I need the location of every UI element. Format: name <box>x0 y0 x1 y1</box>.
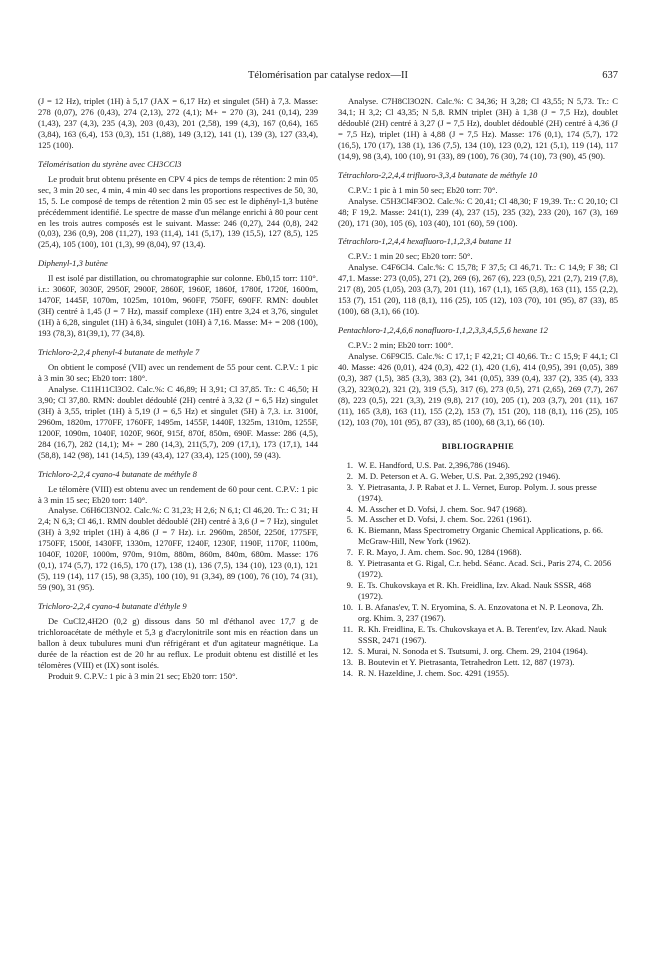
reference-item <box>338 547 618 558</box>
reference-text: M. Asscher et D. Vofsi, J. chem. Soc. 2261 (1961). <box>358 514 532 525</box>
section-heading: Diphenyl-1,3 butène <box>38 258 108 269</box>
paragraph: C.P.V.: 1 pic à 1 min 50 sec; Eb20 torr: 70°. <box>348 184 498 195</box>
reference-item <box>338 558 618 580</box>
reference-text: M. Asscher et D. Vofsi, J. chem. Soc. 947 (1968). <box>358 503 528 514</box>
paragraph: Analyse. C6H6Cl3NO2. Calc.%: C 31,23; H 2,6; N 6,1; Cl 46,20. Tr.: C 31; H 2,4; N 6,3; Cl 46,1. RMN doublet dédoublé (2H) centré à 3,6 (J = 7 Hz), singulet (3H) à 3,92 triplet (1H) à 4,86 (J = 7 Hz). i.r. 2960m, 2850f, 2250f, 1775FF, 1750FF, 1500f, 1430FF, 1330m, 1270FF, 1240F, 1230F, 1190F, 1170F, 1100m, 1040F, 1020F, 1000m, 970m, 910m, 880m, 860m, 840m, 680m. Masse: 176 (0,1), 174 (5,7), 172 (16,5), 170 (17), 138 (1), 136 (7,5), 134 (10), 123 (0,1), 121 (5), 119 (14), 117 (15), 98 (3,35), 100 (10), 91 (3,34), 89 (100), 76 (10), 74 (31), 59 (90), 31 (95). <box>38 505 318 593</box>
reference-text: E. Ts. Chukovskaya et R. Kh. Freidlina, Izv. Akad. Nauk SSSR, 468 (1972). <box>358 580 592 602</box>
reference-item <box>338 460 618 471</box>
reference-number: 7. <box>346 547 353 558</box>
reference-text: B. Boutevin et Y. Pietrasanta, Tetrahedron Lett. 12, 887 (1973). <box>358 656 575 667</box>
paragraph: On obtient le composé (VII) avec un rendement de 55 pour cent. C.P.V.: 1 pic à 3 min 30 sec; Eb20 torr: 180°. <box>38 362 318 383</box>
section-heading: Trichloro-2,2,4 cyano-4 butanate d'éthyle 9 <box>38 601 187 612</box>
reference-text: I. B. Afanas'ev, T. N. Eryomina, S. A. Enzovatona et N. P. Leonova, Zh. org. Khim. 3, 237 (1967). <box>358 602 604 624</box>
reference-item <box>338 624 618 646</box>
reference-number: 4. <box>346 503 353 514</box>
reference-text: Y. Pietrasanta et G. Rigal, C.r. hebd. Séanc. Acad. Sci., Paris 274, C. 2056 (1972). <box>358 558 612 580</box>
reference-number: 13. <box>342 656 353 667</box>
reference-item <box>338 602 618 624</box>
reference-item <box>338 668 618 679</box>
paragraph: Analyse. C5H3Cl4F3O2. Calc.%: C 20,41; Cl 48,30; F 19,39. Tr.: C 20,10; Cl 48; F 19,2. Masse: 241(1), 239 (4), 237 (15), 235 (32), 233 (20), 167 (3), 169 (20), 171 (30), 105 (6), 103 (40), 101 (60), 59 (100). <box>338 195 618 228</box>
reference-number: 1. <box>346 459 353 470</box>
reference-number: 3. <box>346 481 353 492</box>
running-header <box>38 70 618 84</box>
paragraph: Analyse. C6F9Cl5. Calc.%: C 17,1; F 42,21; Cl 40,66. Tr.: C 15,9; F 44,1; Cl 40. Masse: 426 (0,01), 424 (0,3), 422 (1), 420 (1,6), 414 (0,95), 391 (0,05), 389 (0,3), 387 (1,5), 385 (3,3), 383 (2), 341 (0,05), 339 (0,4), 337 (2), 335 (4), 333 (3,2), 323(0,2), 321 (2), 319 (5,5), 317 (6), 273 (0,5), 271 (2,65), 269 (7,7), 267 (8), 223 (0,5), 221 (3,3), 219 (9,8), 217 (10), 205 (1), 203 (3,7), 201 (11), 167 (11), 165 (3,8), 163 (11), 155 (2,2), 153 (7), 151 (20), 118 (8,1), 116 (25), 105 (12), 103 (70), 101 (95), 87 (33), 85 (100), 68 (3,1), 66 (10). <box>338 351 618 427</box>
reference-number: 2. <box>346 470 353 481</box>
section-heading: Trichloro-2,2,4 phenyl-4 butanate de methyle 7 <box>38 347 200 358</box>
right-column-body <box>338 96 618 428</box>
reference-number: 12. <box>342 645 353 656</box>
reference-number: 6. <box>346 525 353 536</box>
reference-item <box>338 580 618 602</box>
reference-number: 11. <box>342 623 353 634</box>
reference-text: F. R. Mayo, J. Am. chem. Soc. 90, 1284 (1968). <box>358 547 522 558</box>
paragraph: De CuCl2,4H2O (0,2 g) dissous dans 50 ml d'éthanol avec 17,7 g de trichloroacétate de méthyle et 5,3 g d'acrylonitrile sont mis en réaction dans un ballon à deux tubulures muni d'un réfrigérant et d'un agitateur magnétique. La durée de la réaction est de 20 hr au reflux. Le produit obtenu est distillé et les télomères (VIII) et (IX) sont isolés. <box>38 616 318 670</box>
paragraph: (J = 12 Hz), triplet (1H) à 5,17 (JAX = 6,17 Hz) et singulet (5H) à 7,3. Masse: 278 (0,07), 276 (0,43), 274 (2,13), 272 (4,1); M+ = 270 (3), 241 (0,14), 239 (1,43), 237 (4,3), 235 (4,3), 203 (0,43), 201 (2,58), 199 (4,3), 167 (0,64), 165 (3,84), 163 (6,4), 153 (0,3), 151 (1,88), 149 (3,12), 141 (1), 139 (3), 127 (33,4), 125 (100). <box>38 96 318 150</box>
section-heading: Trichloro-2,2,4 cyano-4 butanate de méthyle 8 <box>38 468 197 479</box>
section-heading: Pentachloro-1,2,4,6,6 nonafluoro-1,1,2,3,3,4,5,5,6 hexane 12 <box>338 325 548 336</box>
reference-number: 8. <box>346 558 353 569</box>
reference-item <box>338 514 618 525</box>
page-number: 637 <box>602 70 618 81</box>
paragraph: Analyse. C11H11Cl3O2. Calc.%: C 46,89; H 3,91; Cl 37,85. Tr.: C 46,50; H 3,90; Cl 37,80. RMN: doublet dédoublé (2H) centré à 3,32 (J = 6,5 Hz) singulet (3H) à 3,55, triplet (1H) à 5,19 (J = 6,5 Hz) et singulet (5H) à 7,3. i.r. 3100f, 2960m, 1820m, 1770FF, 1760FF, 1495m, 1455F, 1440F, 1325m, 1310m, 1255F, 1200F, 1090m, 1040F, 1020F, 960f, 915f, 870f, 850m, 690F. Masse: 286 (4,5), 284 (16,7), 282 (14,1); M+ = 280 (14,3), 211(5,7), 209 (17,1), 173 (17,1), 144 (58,8), 142 (98), 141 (14,5), 139 (43,4), 127 (33,4), 125 (100), 59 (43). <box>38 383 318 460</box>
reference-text: S. Murai, N. Sonoda et S. Tsutsumi, J. org. Chem. 29, 2104 (1964). <box>358 645 588 656</box>
reference-item <box>338 646 618 657</box>
reference-number: 9. <box>346 580 353 591</box>
paragraph: Le produit brut obtenu présente en CPV 4 pics de temps de rétention: 2 min 05 sec, 3 min 20 sec, 4 min, 4 min 40 sec dans les proportions respectives de 50, 30, 15, 5. Le composé de temps de rétention 2 min 05 sec est le diphényl-1,3 butène précédemment identifié. Le spectre de masse d'un mélange enrichi à 80 pour cent en les trois autres composés est le suivant. Masse: 246 (0,27), 244 (0,8), 242 (0,03), 236 (0,9), 208 (11,27), 193 (11,4), 141 (5,17), 139 (15,5), 127 (8,5), 125 (25,4), 105 (100), 101 (1,3), 99 (8,04), 97 (13,4). <box>38 173 318 250</box>
reference-list <box>338 460 618 679</box>
reference-text: M. D. Peterson et A. G. Weber, U.S. Pat. 2,395,292 (1946). <box>358 470 561 481</box>
section-heading: Tétrachloro-2,2,4,4 trifluoro-3,3,4 butanate de méthyle 10 <box>338 169 538 180</box>
running-title: Télomérisation par catalyse redox—II <box>247 70 409 81</box>
reference-number: 14. <box>342 667 353 678</box>
section-heading: Télomérisation du styrène avec CH3CCl3 <box>38 158 182 169</box>
left-column <box>38 96 318 682</box>
reference-number: 5. <box>346 514 353 525</box>
paragraph: Il est isolé par distillation, ou chromatographie sur colonne. Eb0,15 torr: 110°. i.r.: 3060F, 3030F, 2950F, 2900F, 2860F, 1960F, 1860f, 1780f, 1720f, 1600m, 1470F, 1445F, 1070m, 1025m, 1010m, 960FF, 750FF, 690FF. RMN: doublet (3H) centré à 1,45 (J = 7 Hz), massif complexe (1H) entre 3,24 et 3,76, singulet (1H) à 6,28, singulet (1H) à 6,34, singulet (10H) à 7,16. Masse: M+ = 208 (100), 193 (78,3), 81(39,1), 77 (34,8). <box>38 273 318 339</box>
reference-item <box>338 482 618 504</box>
bibliography-title: BIBLIOGRAPHIE <box>441 441 515 451</box>
reference-item <box>338 525 618 547</box>
reference-item <box>338 471 618 482</box>
reference-item <box>338 657 618 668</box>
paragraph: C.P.V.: 1 min 20 sec; Eb20 torr: 50°. <box>348 251 473 262</box>
paragraph: Le télomère (VIII) est obtenu avec un rendement de 60 pour cent. C.P.V.: 1 pic à 3 min 15 sec; Eb20 torr: 140°. <box>38 483 318 505</box>
section-heading: Tétrachloro-1,2,4,4 hexafluoro-1,1,2,3,4 butane 11 <box>338 236 512 247</box>
reference-text: R. Kh. Freidlina, E. Ts. Chukovskaya et A. B. Terent'ev, Izv. Akad. Nauk SSSR, 2471 (1967). <box>358 623 607 645</box>
reference-text: W. E. Handford, U.S. Pat. 2,396,786 (1946). <box>358 459 510 470</box>
reference-item <box>338 504 618 515</box>
reference-text: Y. Pietrasanta, J. P. Rabat et J. L. Vernet, Europ. Polym. J. sous presse (1974). <box>358 481 597 503</box>
reference-text: K. Biemann, Mass Spectrometry Organic Chemical Applications, p. 66. McGraw-Hill, New York (1962). <box>358 525 604 547</box>
reference-number: 10. <box>342 602 353 613</box>
reference-text: R. N. Hazeldine, J. chem. Soc. 4291 (1955). <box>358 667 509 678</box>
paragraph: C.P.V.: 2 min; Eb20 torr: 100°. <box>348 340 454 351</box>
right-column <box>338 96 618 679</box>
paragraph: Produit 9. C.P.V.: 1 pic à 3 min 21 sec; Eb20 torr: 150°. <box>48 670 238 681</box>
paragraph: Analyse. C7H8Cl3O2N. Calc.%: C 34,36; H 3,28; Cl 43,55; N 5,73. Tr.: C 34,1; H 3,2; Cl 43,35; N 5,8. RMN triplet (3H) à 1,38 (J = 7,5 Hz), doublet dédoublé (2H) centré à 3,27 (J = 7,5 Hz), doublet dédoublé (2H) centré à 4,36 (J = 7,5 Hz), triplet (1H) à 4,88 (J = 7,5 Hz). Masse: 176 (0,1), 174 (5,7), 172 (16,5), 170 (17), 138 (1), 136 (7,5), 134 (10), 123 (0,2), 121 (5,1), 119 (14), 117 (14,9), 98 (3,4), 100 (10), 91 (33), 89 (100), 76 (30), 74 (10), 73 (90), 45 (90). <box>338 96 618 161</box>
paragraph: Analyse. C4F6Cl4. Calc.%: C 15,78; F 37,5; Cl 46,71. Tr.: C 14,9; F 38; Cl 47,1. Masse: 273 (0,05), 271 (2), 269 (6), 267 (6), 223 (0,5), 221 (2,7), 219 (7,8), 217 (8), 205 (1,05), 203 (3,7), 201 (11), 167 (1,1), 165 (3,8), 163 (11), 155 (2,2), 153 (7), 151 (20), 118 (8,1), 116 (25), 105 (12), 103 (70), 101 (95), 87 (33), 85 (100), 68 (3,1), 66 (10). <box>338 262 618 317</box>
